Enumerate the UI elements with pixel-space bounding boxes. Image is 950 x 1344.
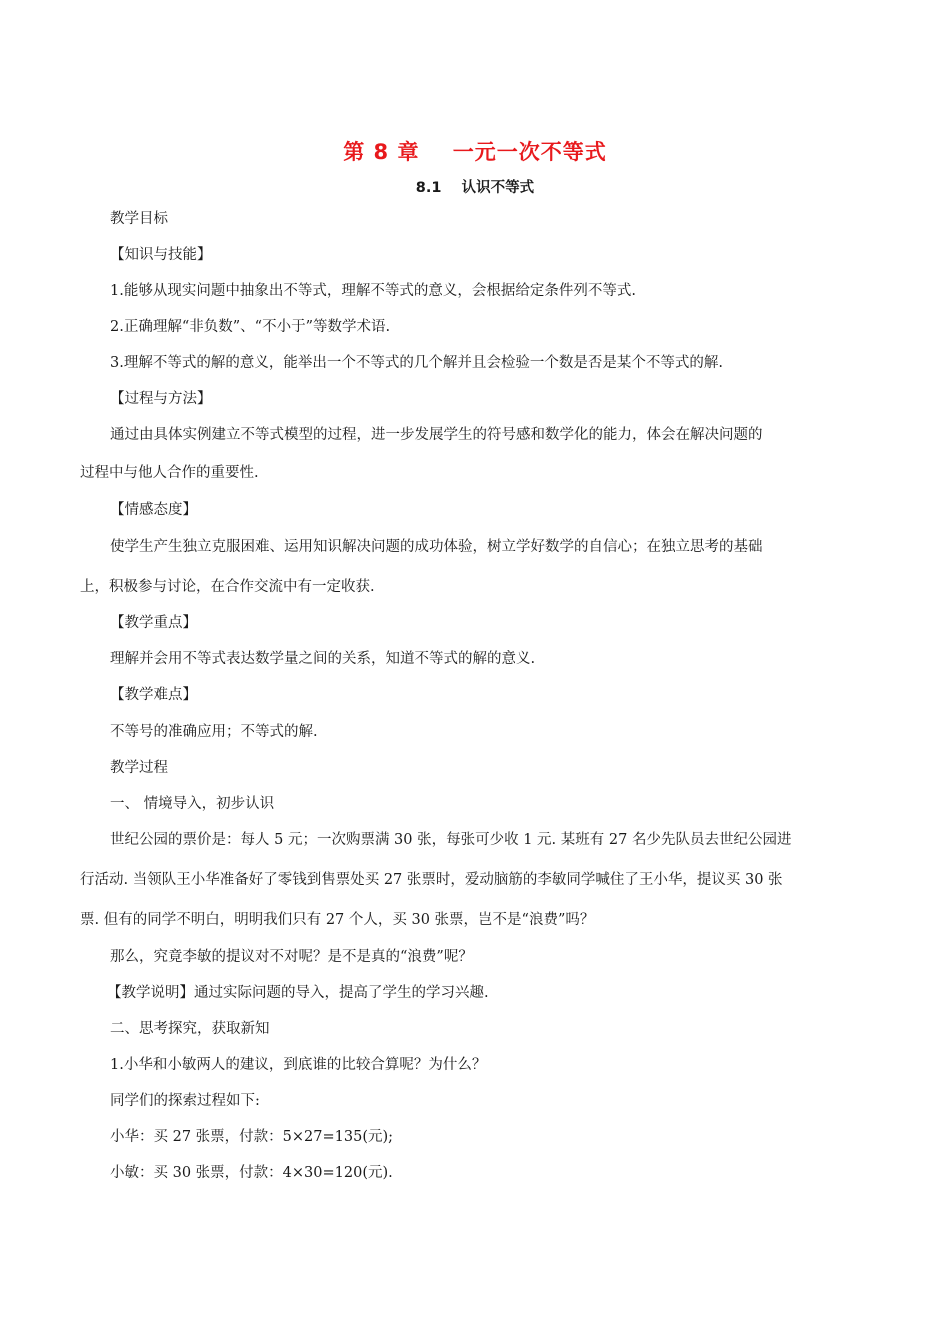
question-1: 1.小华和小敏两人的建议，到底谁的比较合算呢？为什么？ bbox=[110, 1057, 487, 1073]
teaching-process-heading: 教学过程 bbox=[110, 760, 168, 776]
process-methods-heading: 【过程与方法】 bbox=[110, 391, 212, 407]
part-2-heading: 二、思考探究，获取新知 bbox=[110, 1021, 270, 1037]
question-line: 那么，究竟李敏的提议对不对呢？是不是真的“浪费”呢？ bbox=[110, 949, 473, 965]
xiaohua-calculation: 小华：买 27 张票，付款：5×27=135(元); bbox=[110, 1129, 394, 1145]
scenario-line-2: 行活动. 当领队王小华准备好了零钱到售票处买 27 张票时，爱动脑筋的李敏同学喊住了王小华，提议买 30 张 bbox=[80, 872, 783, 888]
exploration-intro: 同学们的探索过程如下: bbox=[110, 1093, 260, 1109]
attitude-paragraph-line-1: 使学生产生独立克服困难、运用知识解决问题的成功体验，树立学好数学的自信心；在独立思考的基础 bbox=[110, 539, 763, 555]
attitude-paragraph-line-2: 上，积极参与讨论，在合作交流中有一定收获. bbox=[80, 579, 375, 595]
key-points-text: 理解并会用不等式表达数学量之间的关系，知道不等式的解的意义. bbox=[110, 651, 536, 667]
process-paragraph-line-1: 通过由具体实例建立不等式模型的过程，进一步发展学生的符号感和数学化的能力，体会在解决问题的 bbox=[110, 427, 763, 443]
goal-3: 3.理解不等式的解的意义，能举出一个不等式的几个解并且会检验一个数是否是某个不等式的解. bbox=[110, 355, 723, 371]
scenario-line-1: 世纪公园的票价是：每人 5 元；一次购票满 30 张，每张可少收 1 元. 某班有 27 名少先队员去世纪公园进 bbox=[110, 832, 792, 848]
process-paragraph-line-2: 过程中与他人合作的重要性. bbox=[80, 465, 259, 481]
key-points-heading: 【教学重点】 bbox=[110, 615, 197, 631]
scenario-line-3: 票. 但有的同学不明白，明明我们只有 27 个人，买 30 张票，岂不是“浪费”吗？ bbox=[80, 912, 595, 928]
section-title: 8.1 认识不等式 bbox=[415, 180, 535, 196]
goal-1: 1.能够从现实问题中抽象出不等式，理解不等式的意义，会根据给定条件列不等式. bbox=[110, 283, 636, 299]
difficulties-heading: 【教学难点】 bbox=[110, 687, 197, 703]
teaching-note: 【教学说明】通过实际问题的导入，提高了学生的学习兴趣. bbox=[107, 985, 489, 1001]
chapter-title: 第 8 章 一元一次不等式 bbox=[343, 140, 607, 164]
attitude-heading: 【情感态度】 bbox=[110, 502, 197, 518]
part-1-heading: 一、 情境导入，初步认识 bbox=[110, 796, 275, 812]
teaching-goals-heading: 教学目标 bbox=[110, 211, 168, 227]
xiaomin-calculation: 小敏：买 30 张票，付款：4×30=120(元). bbox=[110, 1165, 393, 1181]
goal-2: 2.正确理解“非负数”、“不小于”等数学术语. bbox=[110, 319, 391, 335]
difficulties-text: 不等号的准确应用；不等式的解. bbox=[110, 724, 318, 740]
knowledge-skills-heading: 【知识与技能】 bbox=[110, 247, 212, 263]
